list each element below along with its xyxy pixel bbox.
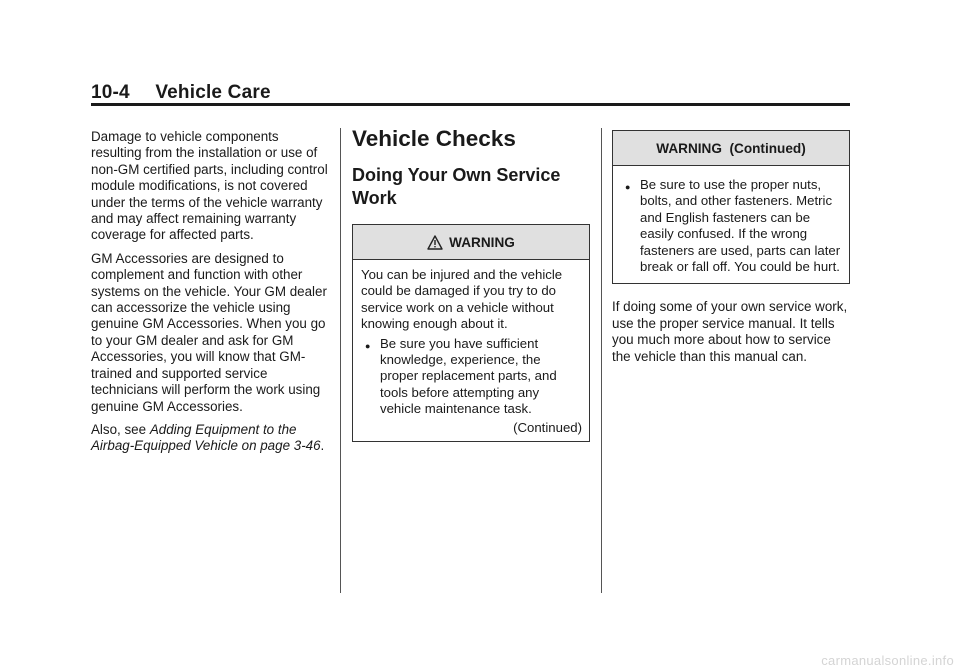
warning-box [352, 224, 590, 442]
see-also-prefix: Also, see [91, 421, 150, 437]
warning-continued-body [613, 166, 849, 283]
bullet-icon: ● [365, 340, 371, 351]
heading-vehicle-checks: Vehicle Checks [352, 126, 516, 151]
warning-triangle-icon [427, 235, 443, 250]
column-left [91, 129, 331, 462]
warning-title: WARNING [449, 234, 515, 250]
warning-bullet-text: Be sure you have sufficient knowledge, experience, the proper replacement parts, and tools before attempting any vehicle maintenance task. [380, 335, 557, 417]
paragraph-warranty: Damage to vehicle components resulting from the installation or use of non-GM certified parts, including control module modifications, is not covered under the terms of the vehicle warranty and may affect remaining warranty coverage for affected parts. [91, 129, 328, 243]
column-right [612, 130, 850, 365]
warning-continued-title: WARNING (Continued) [656, 140, 806, 156]
warning-bullet [361, 336, 582, 418]
column-divider-1 [340, 128, 341, 593]
warning-bullet [621, 177, 842, 275]
heading-doing-your-own-service-work: Doing Your Own Service Work [352, 165, 561, 208]
continued-label: (Continued) [513, 419, 582, 435]
page-number: 10-4 [91, 82, 130, 103]
cross-reference-link[interactable]: Adding Equipment to the Airbag-Equipped Vehicle on page 3-46 [91, 421, 321, 454]
paragraph-see-also [91, 422, 331, 455]
header-rule [91, 103, 850, 106]
warning-continued-box [612, 130, 850, 284]
warning-bullet-text: Be sure to use the proper nuts, bolts, and other fasteners. Metric and English fasteners can be easily confused. If the wrong fasteners are used, parts can later break or fall off. You could be hurt. [640, 177, 841, 275]
column-divider-2 [601, 128, 602, 593]
paragraph-accessories: GM Accessories are designed to complement and function with other systems on the vehicle. Your GM dealer can accessorize the vehicle using genuine GM Accessories. When you go to your GM dealer and ask for GM Accessories, you will know that GM-trained and supported service technicians will perform the work using genuine GM Accessories. [91, 250, 327, 414]
warning-body [353, 260, 589, 441]
bullet-icon: ● [625, 182, 631, 192]
warning-header [353, 225, 589, 260]
column-middle [352, 126, 592, 442]
warning-continued-header [613, 131, 849, 166]
see-also-suffix: . [320, 438, 325, 454]
page-header [91, 82, 271, 104]
warning-intro: You can be injured and the vehicle could be damaged if you try to do service work on a vehicle without knowing enough about it. [361, 267, 563, 332]
section-title: Vehicle Care [155, 82, 271, 103]
watermark-text: carmanualsonline.info [821, 653, 954, 668]
paragraph-service-manual: If doing some of your own service work, use the proper service manual. It tells you much more about how to service the vehicle than this manual can. [612, 299, 848, 364]
